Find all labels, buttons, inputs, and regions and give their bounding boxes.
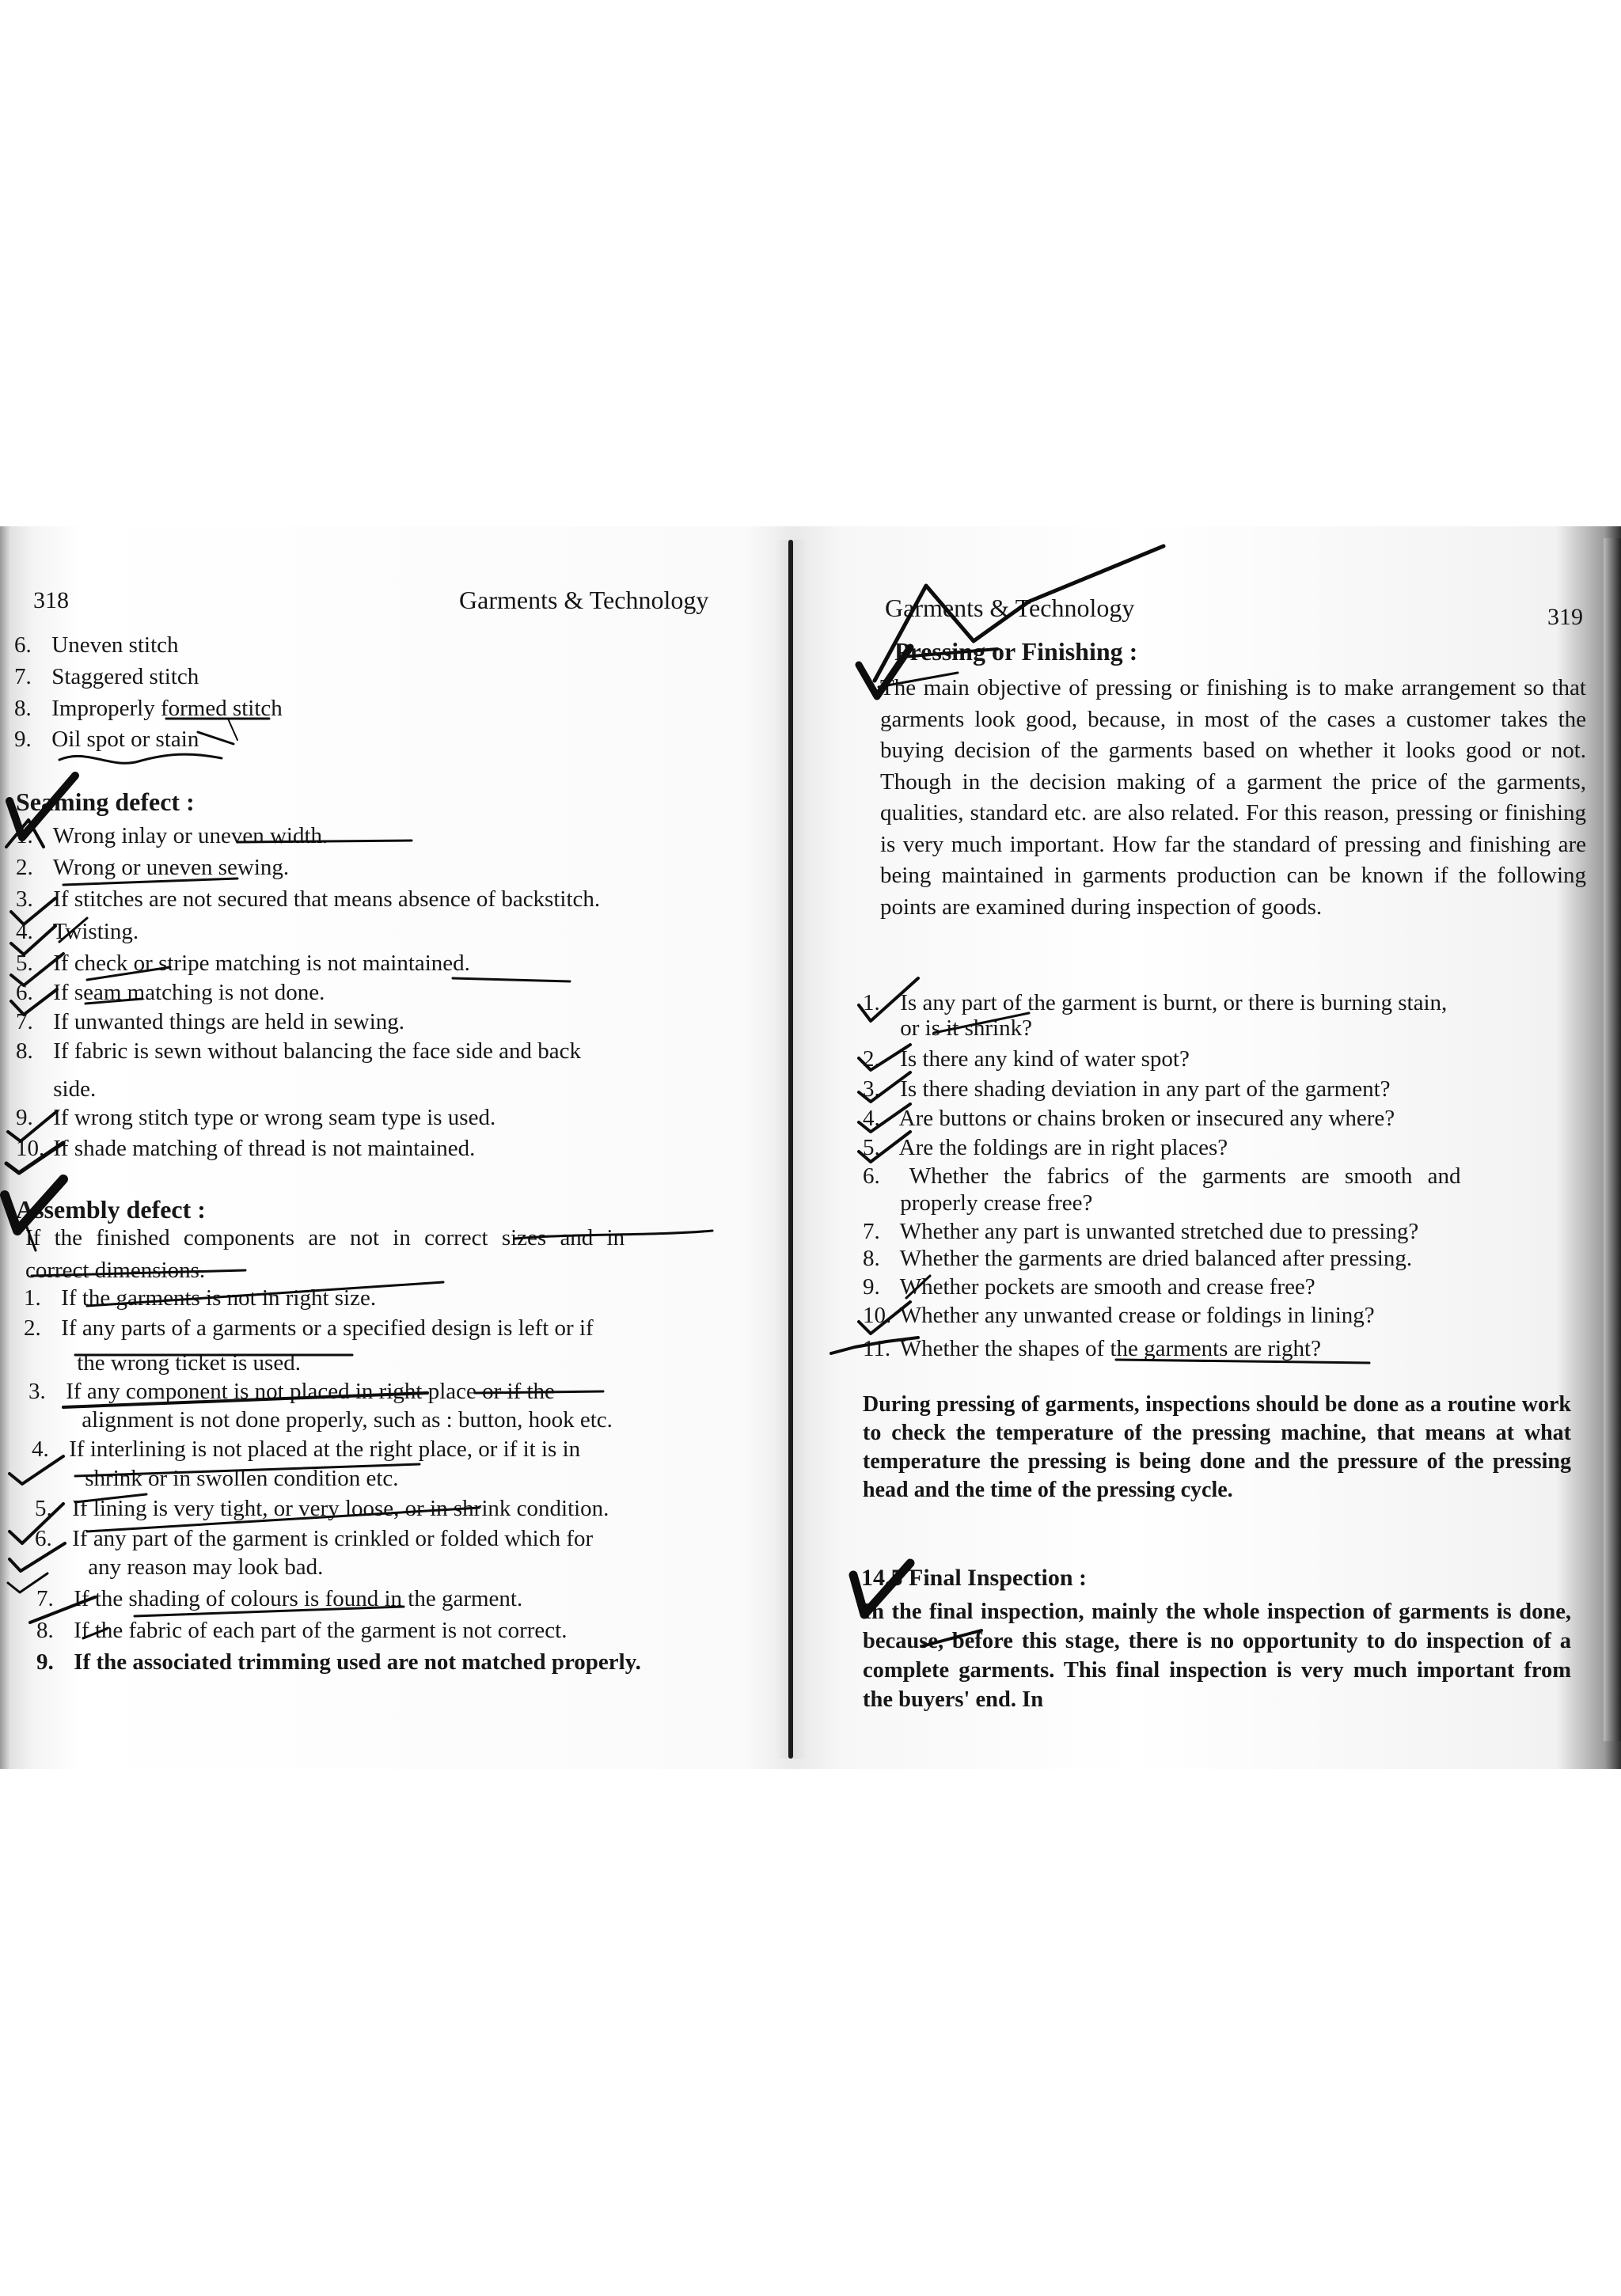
book-gutter bbox=[788, 540, 793, 1759]
list-item: shrink or in swollen condition etc. bbox=[85, 1466, 399, 1491]
page-number: 318 bbox=[33, 587, 69, 613]
list-item: 3. Is there shading deviation in any part of the garment? bbox=[863, 1076, 1391, 1102]
list-item: 5. If lining is very tight, or very loose, or in shrink condition. bbox=[35, 1496, 609, 1521]
list-item: 9. If the associated trimming used are not matched properly. bbox=[36, 1649, 641, 1675]
final-inspection-paragraph: In the final inspection, mainly the whole inspection of garments is done, because, before this stage, there is no opportunity to do inspection of a complete garments. This final inspection is very much important from the buyers' end. In bbox=[863, 1600, 1571, 1712]
list-item: properly crease free? bbox=[900, 1190, 1093, 1216]
list-item: 8. If the fabric of each part of the garment is not correct. bbox=[36, 1618, 568, 1643]
running-head: Garments & Technology bbox=[885, 594, 1135, 622]
list-item: 2. Wrong or uneven sewing. bbox=[16, 855, 290, 880]
list-item: 1. Wrong inlay or uneven width. bbox=[16, 823, 328, 848]
list-item: 4. Are buttons or chains broken or insecured any where? bbox=[863, 1106, 1395, 1131]
page-edge-right bbox=[1604, 538, 1621, 1741]
list-item: 6. If any part of the garment is crinkled or folded which for bbox=[35, 1526, 594, 1551]
list-item: 1. If the garments is not in right size. bbox=[24, 1285, 377, 1311]
list-item: 6. Whether the fabrics of the garments are smooth and bbox=[863, 1163, 1461, 1189]
list-item: 5. Are the foldings are in right places? bbox=[863, 1135, 1228, 1160]
list-item: 6. If seam matching is not done. bbox=[16, 980, 325, 1005]
list-item: 8. Improperly formed stitch bbox=[14, 696, 283, 721]
list-item: 7. If unwanted things are held in sewing. bbox=[16, 1009, 405, 1034]
section-heading-final-inspection: 14.5 Final Inspection : bbox=[861, 1565, 1088, 1591]
section-heading-seaming: Seaming defect : bbox=[16, 787, 195, 816]
list-item: 3. If any component is not placed in right place or if the bbox=[28, 1379, 555, 1404]
list-item: 10. Whether any unwanted crease or foldings in lining? bbox=[863, 1303, 1375, 1328]
list-item: 9. If wrong stitch type or wrong seam type is used. bbox=[16, 1105, 496, 1130]
assembly-intro: If the finished components are not in correct sizes and in bbox=[25, 1225, 625, 1250]
running-head: Garments & Technology bbox=[459, 586, 709, 614]
list-item: or is it shrink? bbox=[900, 1015, 1032, 1041]
list-item: 8. Whether the garments are dried balanced after pressing. bbox=[863, 1246, 1413, 1271]
section-heading-pressing: Pressing or Finishing : bbox=[894, 637, 1138, 666]
section-heading-assembly: Assembly defect : bbox=[16, 1195, 206, 1224]
list-item: 8. If fabric is sewn without balancing the face side and back bbox=[16, 1038, 581, 1064]
list-item: 3. If stitches are not secured that means absence of backstitch. bbox=[16, 886, 601, 912]
list-item: 7. Staggered stitch bbox=[14, 664, 199, 689]
list-item: 9. Oil spot or stain bbox=[14, 727, 199, 752]
pressing-paragraph: The main objective of pressing or finishing is to make arrangement so that garments look good, because, in most of the cases a customer takes the buying decision of the garments based on whether it looks good or not. Though in the decision making of a garment the price of the garments, qualities, standard etc. are also related. For this reason, pressing or finishing is very much important. How far the standard of pressing and finishing are being maintained in garments production can be known if the following points are examined during inspection of goods. bbox=[880, 675, 1586, 920]
list-item: 2. Is there any kind of water spot? bbox=[863, 1046, 1190, 1072]
list-item: any reason may look bad. bbox=[88, 1554, 324, 1580]
list-item: 2. If any parts of a garments or a specified design is left or if bbox=[24, 1315, 594, 1341]
list-item: 7. Whether any part is unwanted stretched due to pressing? bbox=[863, 1219, 1419, 1244]
list-item: side. bbox=[53, 1076, 97, 1102]
list-item: 4. If interlining is not placed at the right place, or if it is in bbox=[32, 1436, 581, 1462]
list-item: 4. Twisting. bbox=[16, 919, 139, 944]
list-item: alignment is not done properly, such as : button, hook etc. bbox=[82, 1407, 613, 1433]
list-item: 11. Whether the shapes of the garments are right? bbox=[863, 1336, 1321, 1361]
pressing-closing-paragraph: During pressing of garments, inspections should be done as a routine work to check the temperature of the pressing machine, that means at what temperature the pressing is being done and the pressure of the pressing head and the time of the pressing cycle. bbox=[863, 1392, 1571, 1502]
page-number: 319 bbox=[1547, 604, 1583, 630]
list-item: 6. Uneven stitch bbox=[14, 632, 179, 658]
list-item: the wrong ticket is used. bbox=[77, 1350, 301, 1376]
list-item: 1. Is any part of the garment is burnt, or there is burning stain, bbox=[863, 990, 1448, 1015]
list-item: 5. If check or stripe matching is not maintained. bbox=[16, 951, 470, 976]
list-item: 10. If shade matching of thread is not maintained. bbox=[16, 1136, 476, 1161]
list-item: 7. If the shading of colours is found in the garment. bbox=[36, 1586, 523, 1611]
list-item: 9. Whether pockets are smooth and crease free? bbox=[863, 1274, 1315, 1300]
assembly-intro: correct dimensions. bbox=[25, 1258, 206, 1283]
page-edge-left bbox=[0, 526, 11, 1769]
